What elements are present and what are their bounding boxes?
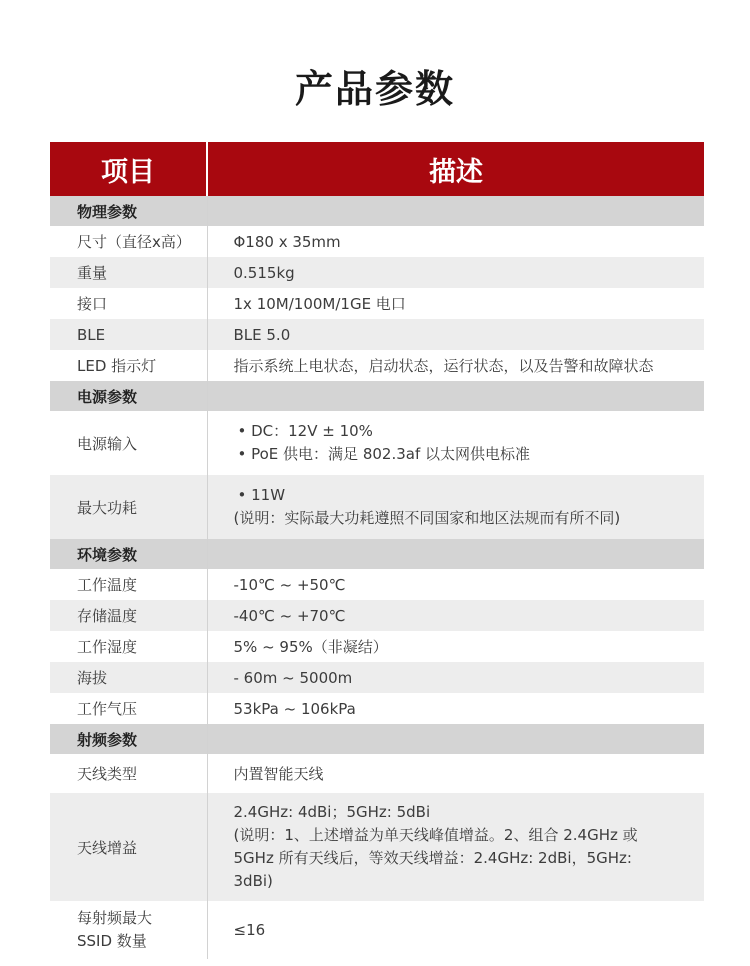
table-row <box>50 754 704 793</box>
row-label: 接口 <box>50 288 207 319</box>
table-row <box>50 693 704 724</box>
table-row <box>50 288 704 319</box>
section-title: 射频参数 <box>50 724 207 754</box>
row-value: 53kPa ~ 106kPa <box>207 693 704 724</box>
row-label: 尺寸（直径x高） <box>50 226 207 257</box>
row-value <box>207 475 704 539</box>
row-label-line: 每射频最大 <box>77 909 153 927</box>
section-title: 物理参数 <box>50 196 207 226</box>
table-row <box>50 257 704 288</box>
value-note: (说明：1、上述增益为单天线峰值增益。2、组合 2.4GHz 或 <box>233 826 638 844</box>
table-row <box>50 350 704 381</box>
row-label: LED 指示灯 <box>50 350 207 381</box>
value-note: 5GHz 所有天线后，等效天线增益：2.4GHz: 2dBi，5GHz: <box>233 849 632 867</box>
value-line: • DC：12V ± 10% <box>237 422 373 440</box>
row-value: 5% ~ 95%（非凝结） <box>207 631 704 662</box>
value-line: 2.4GHz: 4dBi；5GHz: 5dBi <box>233 803 431 821</box>
table-row <box>50 793 704 901</box>
row-value: 内置智能天线 <box>207 754 704 793</box>
row-label: 存储温度 <box>50 600 207 631</box>
table-row <box>50 662 704 693</box>
table-row <box>50 319 704 350</box>
header-description: 描述 <box>207 142 704 196</box>
row-value: BLE 5.0 <box>207 319 704 350</box>
row-value: 指示系统上电状态，启动状态，运行状态，以及告警和故障状态 <box>207 350 704 381</box>
section-row-environment <box>50 539 704 569</box>
row-label: 工作温度 <box>50 569 207 600</box>
row-value: 1x 10M/100M/1GE 电口 <box>207 288 704 319</box>
value-note: 3dBi) <box>233 872 273 890</box>
row-value <box>207 793 704 901</box>
row-label-line: SSID 数量 <box>77 932 147 950</box>
row-label: 最大功耗 <box>50 475 207 539</box>
section-title: 环境参数 <box>50 539 207 569</box>
row-label: 天线增益 <box>50 793 207 901</box>
header-item: 项目 <box>50 142 207 196</box>
row-label: 工作气压 <box>50 693 207 724</box>
table-header-row <box>50 142 704 196</box>
row-label: 天线类型 <box>50 754 207 793</box>
table-row <box>50 569 704 600</box>
row-label: 电源输入 <box>50 411 207 475</box>
value-line: • PoE 供电：满足 802.3af 以太网供电标准 <box>237 445 531 463</box>
page-title: 产品参数 <box>294 67 455 111</box>
table-row <box>50 475 704 539</box>
row-label <box>50 901 207 959</box>
row-label: BLE <box>50 319 207 350</box>
row-value: - 60m ~ 5000m <box>207 662 704 693</box>
row-value: -10℃ ~ +50℃ <box>207 569 704 600</box>
table-row <box>50 411 704 475</box>
row-label: 工作湿度 <box>50 631 207 662</box>
row-value: -40℃ ~ +70℃ <box>207 600 704 631</box>
table-row <box>50 226 704 257</box>
table-row <box>50 631 704 662</box>
table-row <box>50 901 704 959</box>
row-value: 0.515kg <box>207 257 704 288</box>
section-row-power <box>50 381 704 411</box>
spec-table <box>50 142 704 959</box>
table-row <box>50 600 704 631</box>
row-value: ≤16 <box>207 901 704 959</box>
section-row-radio <box>50 724 704 754</box>
row-label: 重量 <box>50 257 207 288</box>
row-value: Φ180 x 35mm <box>207 226 704 257</box>
value-note: (说明：实际最大功耗遵照不同国家和地区法规而有所不同) <box>233 509 621 527</box>
section-title: 电源参数 <box>50 381 207 411</box>
value-line: • 11W <box>237 486 286 504</box>
row-value <box>207 411 704 475</box>
section-row-physical <box>50 196 704 226</box>
row-label: 海拔 <box>50 662 207 693</box>
